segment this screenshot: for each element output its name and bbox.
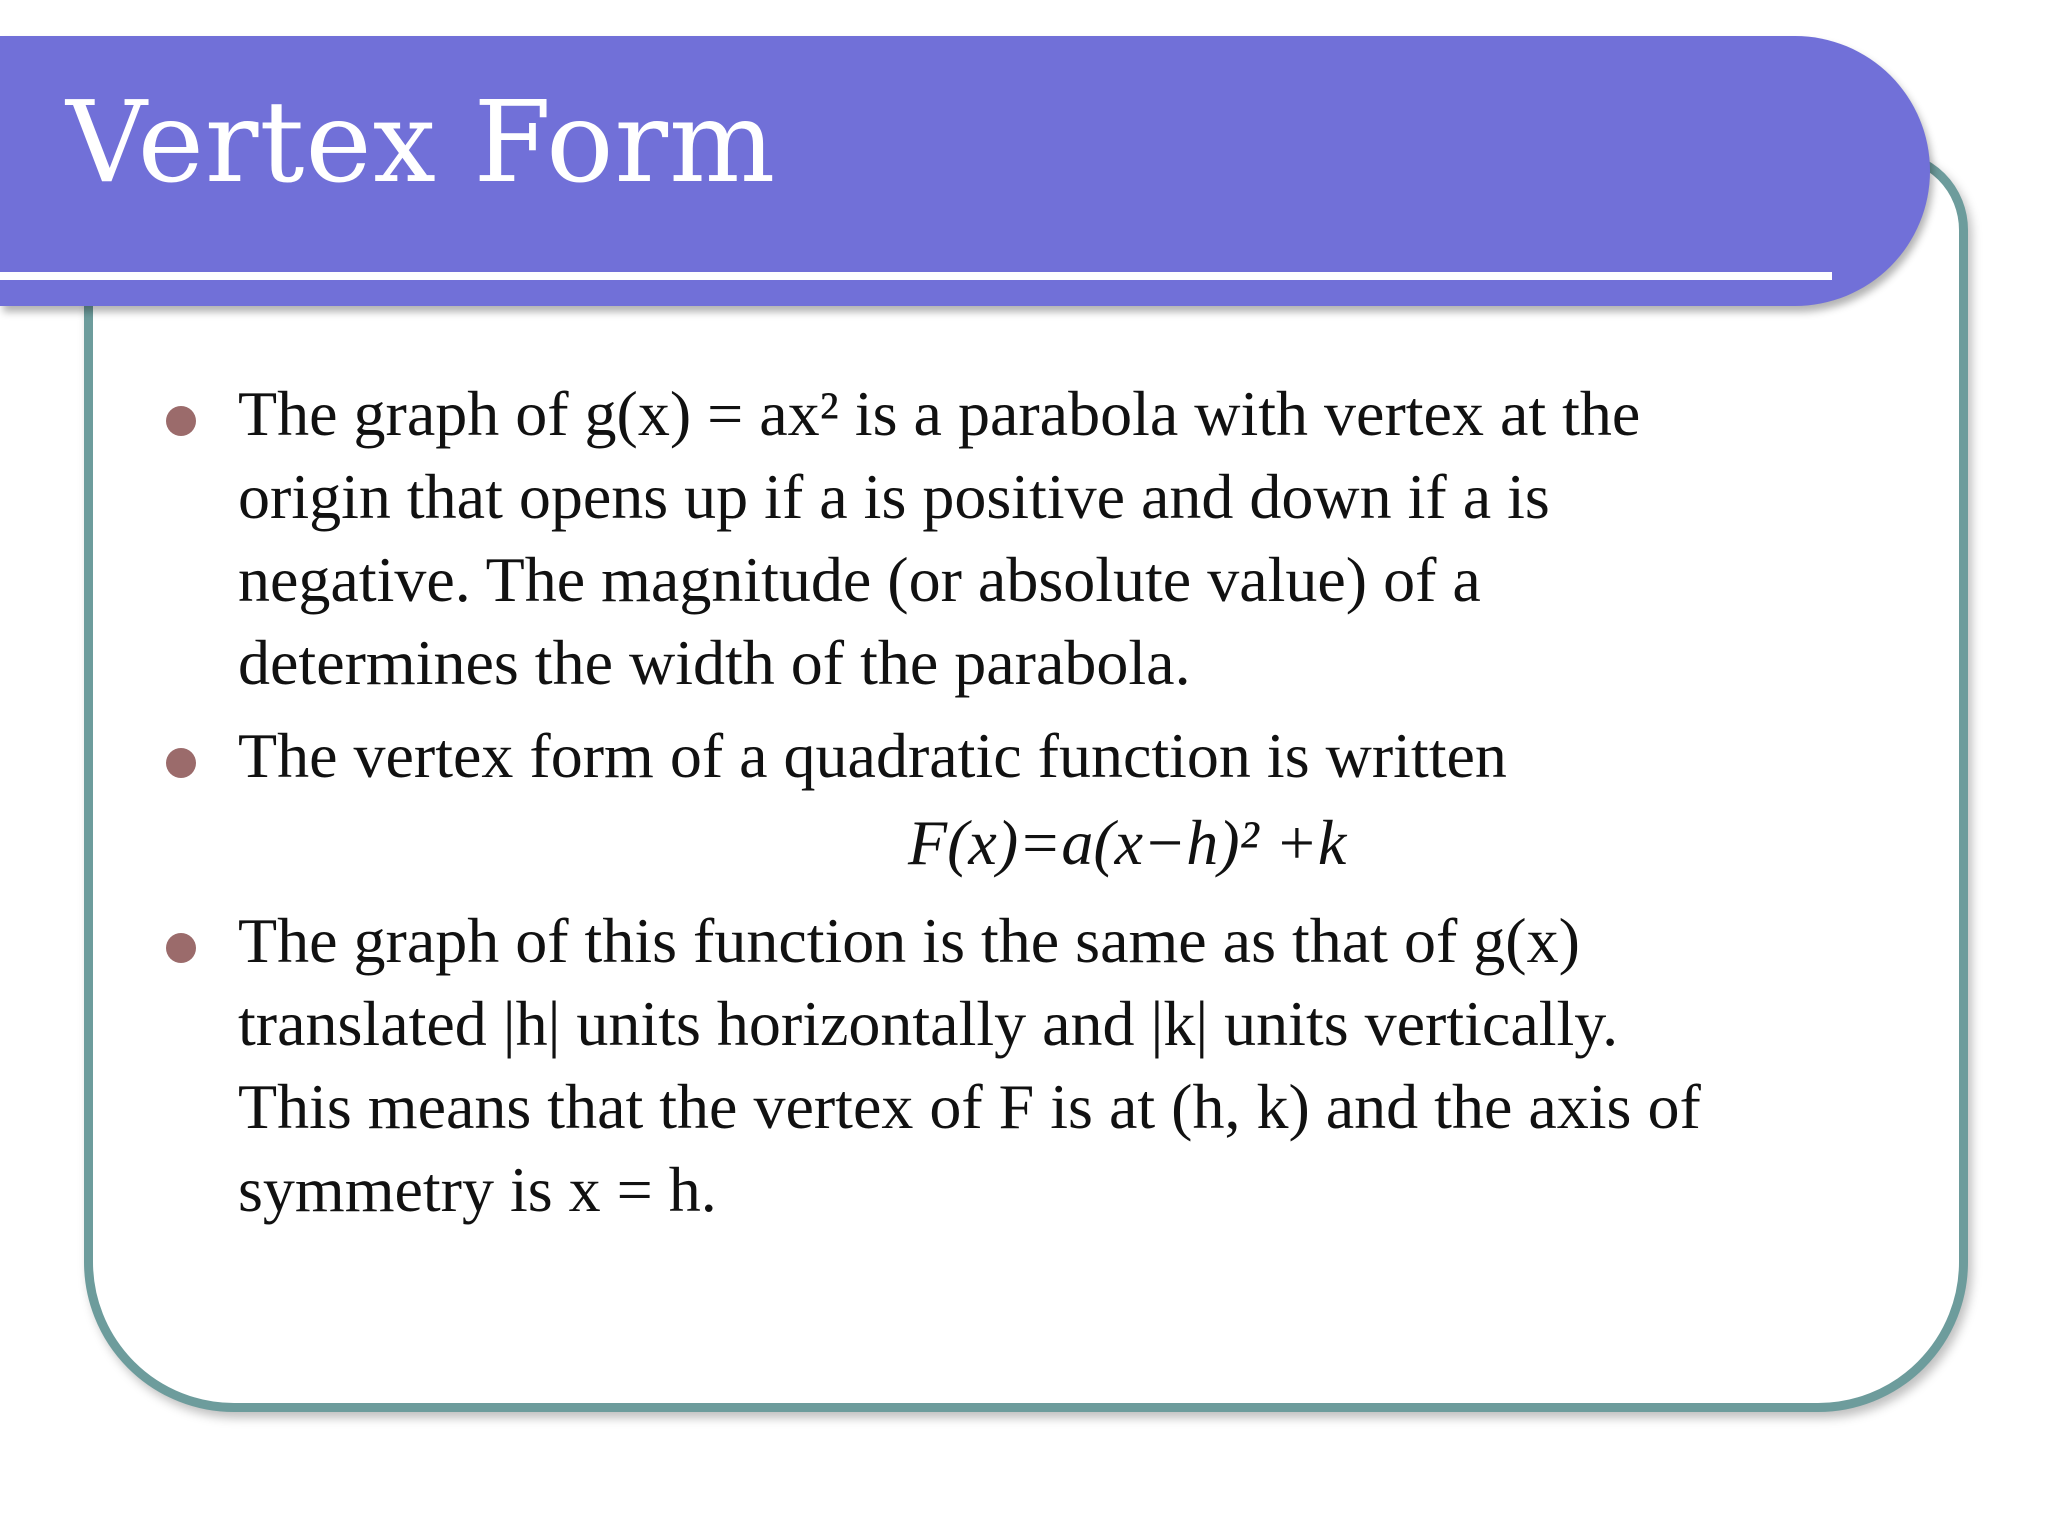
bullet-3-line-1: The graph of this function is the same as that of g(x) — [238, 905, 1580, 976]
bullet-3-line-2: translated |h| units horizontally and |k| units vertically. — [238, 988, 1619, 1059]
bullet-dot — [166, 933, 196, 963]
slide-title: Vertex Form — [66, 78, 777, 208]
bullet-2-line-1: The vertex form of a quadratic function is written — [238, 720, 1507, 791]
bullet-dot — [166, 406, 196, 436]
bullet-1-line-4: determines the width of the parabola. — [238, 627, 1191, 698]
bullet-list — [160, 372, 1920, 1231]
bullet-3-line-3: This means that the vertex of F is at (h, k) and the axis of — [238, 1071, 1701, 1142]
bullet-item-1 — [160, 372, 1920, 704]
title-underline — [0, 272, 1832, 280]
bullet-1-line-2: origin that opens up if a is positive and down if a is — [238, 461, 1550, 532]
bullet-3-line-4: symmetry is x = h. — [238, 1154, 717, 1225]
bullet-item-3 — [160, 899, 1920, 1231]
bullet-item-2 — [160, 714, 1920, 889]
bullet-dot — [166, 748, 196, 778]
bullet-1-line-1: The graph of g(x) = ax² is a parabola with vertex at the — [238, 378, 1641, 449]
bullet-1-line-3: negative. The magnitude (or absolute value) of a — [238, 544, 1481, 615]
vertex-form-formula: F(x)=a(x−h)² +k — [908, 807, 1347, 878]
